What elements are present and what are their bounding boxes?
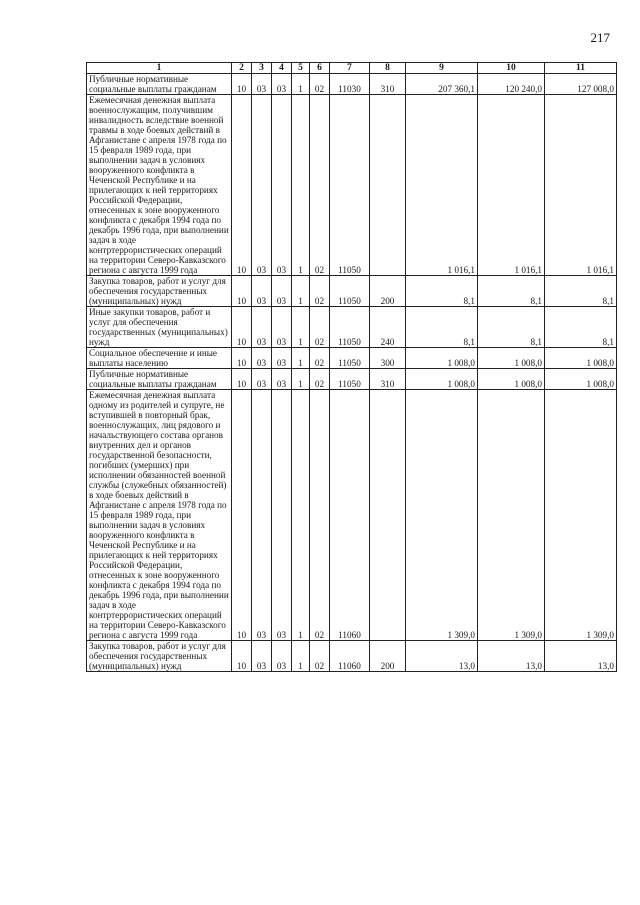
table-row bbox=[87, 95, 617, 276]
cell-expense-type bbox=[370, 390, 406, 641]
cell-amount-col10: 1 008,0 bbox=[478, 348, 545, 369]
cell-amount-col11: 8,1 bbox=[545, 307, 617, 348]
row-name: Социальное обеспечение и иные выплаты населению bbox=[87, 348, 232, 369]
cell-section: 10 bbox=[232, 74, 252, 95]
cell-amount-col10: 1 008,0 bbox=[478, 369, 545, 390]
cell-program: 03 bbox=[272, 348, 292, 369]
cell-amount-col9: 1 016,1 bbox=[406, 95, 478, 276]
cell-expense-type bbox=[370, 95, 406, 276]
cell-measure: 02 bbox=[310, 390, 330, 641]
header-row bbox=[87, 63, 617, 74]
cell-measure: 02 bbox=[310, 307, 330, 348]
cell-program: 03 bbox=[272, 74, 292, 95]
cell-direction: 11050 bbox=[330, 95, 370, 276]
cell-amount-col10: 13,0 bbox=[478, 641, 545, 672]
cell-amount-col9: 8,1 bbox=[406, 307, 478, 348]
cell-direction: 11060 bbox=[330, 641, 370, 672]
column-header: 8 bbox=[370, 63, 406, 74]
cell-amount-col9: 1 008,0 bbox=[406, 348, 478, 369]
row-name: Иные закупки товаров, работ и услуг для обеспечения государственных (муниципальных) нужд bbox=[87, 307, 232, 348]
cell-program: 03 bbox=[272, 369, 292, 390]
cell-expense-type: 300 bbox=[370, 348, 406, 369]
cell-section: 10 bbox=[232, 641, 252, 672]
cell-expense-type: 200 bbox=[370, 276, 406, 307]
cell-measure: 02 bbox=[310, 95, 330, 276]
cell-amount-col11: 8,1 bbox=[545, 276, 617, 307]
cell-section: 10 bbox=[232, 95, 252, 276]
row-name: Закупка товаров, работ и услуг для обеспечения государственных (муниципальных) нужд bbox=[87, 276, 232, 307]
column-header: 1 bbox=[87, 63, 232, 74]
row-name: Ежемесячная денежная выплата одному из родителей и супруге, не вступившей в повторный брак, военнослужащих, лиц рядового и начальствующего состава органов внутренних дел и органов государственной безопасности, погибших (умерших) при исполнении обязанностей военной службы (служебных обязанностей) в ходе боевых действий в Афганистане с апреля 1978 года по 15 февраля 1989 года, при выполнении задач в условиях вооруженного конфликта в Чеченской Республике и на прилегающих к ней территориях Российской Федерации, отнесенных к зоне вооруженного конфликта с декабря 1994 года по декабрь 1996 года, при выполнении задач в ходе контртеррористических операций на территории Северо-Кавказского региона с августа 1999 года bbox=[87, 390, 232, 641]
cell-subprogram: 1 bbox=[292, 641, 310, 672]
cell-measure: 02 bbox=[310, 348, 330, 369]
cell-subprogram: 1 bbox=[292, 307, 310, 348]
cell-program: 03 bbox=[272, 390, 292, 641]
cell-section: 10 bbox=[232, 390, 252, 641]
cell-amount-col10: 1 016,1 bbox=[478, 95, 545, 276]
table-row bbox=[87, 369, 617, 390]
cell-measure: 02 bbox=[310, 641, 330, 672]
cell-subprogram: 1 bbox=[292, 95, 310, 276]
column-header: 10 bbox=[478, 63, 545, 74]
column-header: 5 bbox=[292, 63, 310, 74]
row-name: Закупка товаров, работ и услуг для обеспечения государственных (муниципальных) нужд bbox=[87, 641, 232, 672]
column-header: 9 bbox=[406, 63, 478, 74]
cell-subsection: 03 bbox=[252, 369, 272, 390]
page-number: 217 bbox=[590, 30, 610, 45]
table-row bbox=[87, 307, 617, 348]
cell-amount-col9: 207 360,1 bbox=[406, 74, 478, 95]
cell-subsection: 03 bbox=[252, 95, 272, 276]
column-header: 7 bbox=[330, 63, 370, 74]
column-header: 11 bbox=[545, 63, 617, 74]
cell-subsection: 03 bbox=[252, 390, 272, 641]
cell-program: 03 bbox=[272, 276, 292, 307]
cell-direction: 11050 bbox=[330, 307, 370, 348]
cell-amount-col10: 120 240,0 bbox=[478, 74, 545, 95]
cell-subsection: 03 bbox=[252, 641, 272, 672]
cell-amount-col9: 8,1 bbox=[406, 276, 478, 307]
cell-expense-type: 310 bbox=[370, 369, 406, 390]
cell-program: 03 bbox=[272, 641, 292, 672]
cell-program: 03 bbox=[272, 307, 292, 348]
cell-subsection: 03 bbox=[252, 276, 272, 307]
cell-section: 10 bbox=[232, 348, 252, 369]
cell-expense-type: 240 bbox=[370, 307, 406, 348]
column-header: 6 bbox=[310, 63, 330, 74]
cell-direction: 11050 bbox=[330, 276, 370, 307]
cell-amount-col9: 1 008,0 bbox=[406, 369, 478, 390]
cell-subsection: 03 bbox=[252, 348, 272, 369]
row-name: Публичные нормативные социальные выплаты гражданам bbox=[87, 369, 232, 390]
row-name: Публичные нормативные социальные выплаты гражданам bbox=[87, 74, 232, 95]
cell-direction: 11050 bbox=[330, 348, 370, 369]
cell-section: 10 bbox=[232, 307, 252, 348]
cell-amount-col11: 127 008,0 bbox=[545, 74, 617, 95]
cell-subsection: 03 bbox=[252, 74, 272, 95]
cell-amount-col11: 1 016,1 bbox=[545, 95, 617, 276]
cell-direction: 11050 bbox=[330, 369, 370, 390]
cell-subprogram: 1 bbox=[292, 369, 310, 390]
cell-amount-col11: 1 008,0 bbox=[545, 369, 617, 390]
cell-amount-col10: 8,1 bbox=[478, 276, 545, 307]
table-row bbox=[87, 348, 617, 369]
column-header: 2 bbox=[232, 63, 252, 74]
cell-subprogram: 1 bbox=[292, 348, 310, 369]
cell-amount-col10: 8,1 bbox=[478, 307, 545, 348]
table-row bbox=[87, 390, 617, 641]
cell-section: 10 bbox=[232, 369, 252, 390]
cell-subprogram: 1 bbox=[292, 74, 310, 95]
cell-section: 10 bbox=[232, 276, 252, 307]
cell-measure: 02 bbox=[310, 276, 330, 307]
cell-program: 03 bbox=[272, 95, 292, 276]
cell-amount-col9: 13,0 bbox=[406, 641, 478, 672]
column-header: 3 bbox=[252, 63, 272, 74]
cell-subprogram: 1 bbox=[292, 390, 310, 641]
cell-expense-type: 310 bbox=[370, 74, 406, 95]
budget-table bbox=[86, 62, 617, 672]
cell-subsection: 03 bbox=[252, 307, 272, 348]
column-header: 4 bbox=[272, 63, 292, 74]
table-row bbox=[87, 276, 617, 307]
cell-amount-col11: 13,0 bbox=[545, 641, 617, 672]
cell-measure: 02 bbox=[310, 74, 330, 95]
cell-measure: 02 bbox=[310, 369, 330, 390]
cell-amount-col9: 1 309,0 bbox=[406, 390, 478, 641]
table-row bbox=[87, 641, 617, 672]
cell-amount-col11: 1 008,0 bbox=[545, 348, 617, 369]
table-row bbox=[87, 74, 617, 95]
cell-direction: 11030 bbox=[330, 74, 370, 95]
cell-subprogram: 1 bbox=[292, 276, 310, 307]
cell-amount-col10: 1 309,0 bbox=[478, 390, 545, 641]
cell-amount-col11: 1 309,0 bbox=[545, 390, 617, 641]
row-name: Ежемесячная денежная выплата военнослужащим, получившим инвалидность вследствие военной травмы в ходе боевых действий в Афганистане с апреля 1978 года по 15 февраля 1989 года, при выполнении задач в условиях вооруженного конфликта в Чеченской Республике и на прилегающих к ней территориях Российской Федерации, отнесенных к зоне вооруженного конфликта с декабря 1994 года по декабрь 1996 года, при выполнении задач в ходе контртеррористических операций на территории Северо-Кавказского региона с августа 1999 года bbox=[87, 95, 232, 276]
cell-direction: 11060 bbox=[330, 390, 370, 641]
cell-expense-type: 200 bbox=[370, 641, 406, 672]
